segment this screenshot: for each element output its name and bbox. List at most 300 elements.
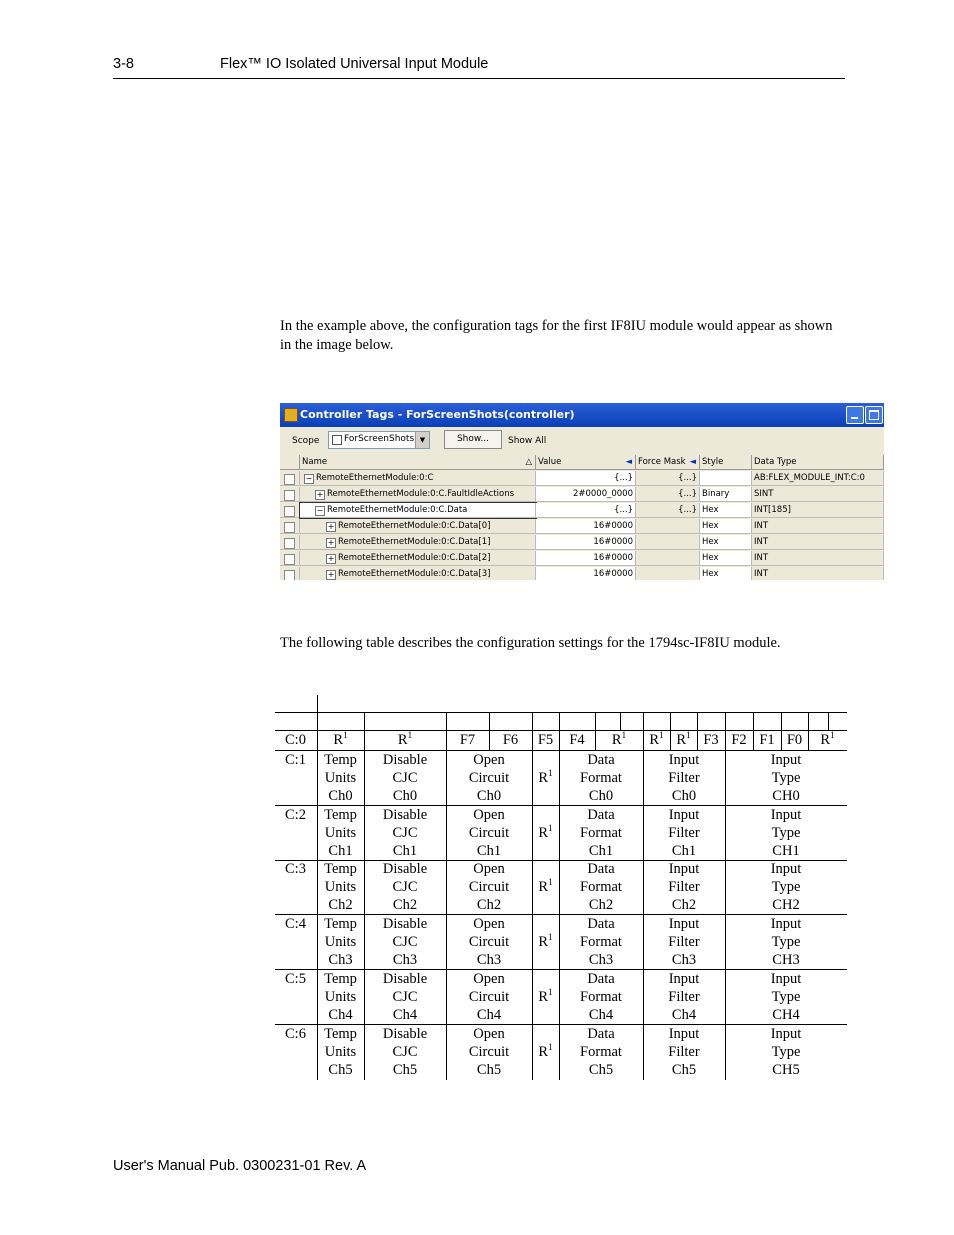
data-format-cell <box>559 915 643 969</box>
table-col-divider <box>364 751 365 806</box>
reserved-cell <box>532 988 559 1006</box>
table-col-divider <box>446 712 447 730</box>
input-type-cell-line: CH0 <box>772 788 800 804</box>
column-header-style[interactable]: Style <box>700 455 752 470</box>
input-filter-cell-line: Filter <box>668 989 700 1005</box>
disable-cjc-cell-line: CJC <box>392 989 418 1005</box>
reserved-cell-text: R <box>538 770 549 786</box>
sort-icon: △ <box>525 457 532 467</box>
reserved-cell <box>532 878 559 896</box>
input-type-cell-line: Input <box>770 1026 802 1042</box>
collapse-icon[interactable]: − <box>316 506 324 515</box>
input-type-cell-line: Type <box>771 1044 801 1060</box>
data-format-cell <box>559 1025 643 1079</box>
input-type-cell <box>725 751 847 805</box>
disable-cjc-cell-line: Disable <box>382 752 428 768</box>
reserved-cell-text: R <box>538 989 549 1005</box>
tag-row[interactable] <box>280 471 884 487</box>
bit-cell-reserved-text: R <box>676 732 687 748</box>
input-filter-cell-line: Ch4 <box>671 1007 697 1023</box>
arrow-left-icon: ◄ <box>689 457 696 467</box>
temp-units-cell-line: Temp <box>324 807 357 823</box>
temp-units-cell-line: Ch3 <box>328 952 353 968</box>
table-col-divider <box>532 731 533 750</box>
minimize-button[interactable] <box>846 406 864 424</box>
input-filter-cell-line: Ch3 <box>671 952 697 968</box>
input-type-cell-line: CH2 <box>772 897 800 913</box>
data-format-cell-line: Ch5 <box>588 1062 614 1078</box>
input-filter-cell <box>643 1025 725 1079</box>
temp-units-cell-line: Temp <box>324 916 357 932</box>
tag-force-mask-cell <box>636 551 700 566</box>
temp-units-cell-line: Units <box>324 934 357 950</box>
open-circuit-cell-line: Open <box>473 861 505 877</box>
reserved-cell-text: R <box>538 879 549 895</box>
maximize-button[interactable] <box>865 406 883 424</box>
table-col-divider <box>532 806 533 861</box>
grid-corner <box>280 455 300 470</box>
window-titlebar[interactable] <box>280 403 884 427</box>
footnote-marker: 1 <box>548 987 553 998</box>
tag-value-cell[interactable]: 16#0000 <box>536 535 636 550</box>
temp-units-cell-line: Ch2 <box>328 897 353 913</box>
tag-name-cell[interactable] <box>300 487 536 502</box>
tag-style-cell[interactable]: Hex <box>700 551 752 566</box>
input-type-cell-line: CH4 <box>772 1007 800 1023</box>
input-filter-cell <box>643 970 725 1024</box>
data-format-cell <box>559 751 643 805</box>
reserved-cell <box>532 824 559 842</box>
row-selector[interactable] <box>280 551 300 566</box>
bit-cell: F5 <box>537 732 554 748</box>
row-label: C:4 <box>285 916 306 932</box>
arrow-left-icon: ◄ <box>625 457 632 467</box>
open-circuit-cell-line: Ch3 <box>476 952 502 968</box>
reserved-cell <box>532 933 559 951</box>
table-col-divider <box>643 751 644 806</box>
table-col-divider <box>446 1025 447 1080</box>
disable-cjc-cell-line: Disable <box>382 971 428 987</box>
input-type-cell-line: Type <box>771 934 801 950</box>
table-col-divider <box>643 731 644 750</box>
tag-row[interactable] <box>280 567 884 580</box>
table-col-divider <box>808 712 809 730</box>
temp-units-cell-line: Temp <box>324 861 357 877</box>
input-filter-cell-line: Filter <box>668 825 700 841</box>
bit-cell-reserved <box>808 731 847 750</box>
temp-units-cell-line: Temp <box>324 971 357 987</box>
disable-cjc-cell-line: Ch5 <box>392 1062 418 1078</box>
input-type-cell <box>725 970 847 1024</box>
temp-units-cell-line: Units <box>324 989 357 1005</box>
table-rule <box>275 712 847 713</box>
open-circuit-cell <box>446 915 532 969</box>
table-col-divider <box>364 915 365 970</box>
scope-value: ForScreenShots <box>344 434 415 444</box>
table-top-divider <box>317 695 318 712</box>
data-format-cell-line: Data <box>587 861 615 877</box>
bit-cell-reserved <box>317 731 364 750</box>
table-col-divider <box>595 731 596 750</box>
footnote-marker: 1 <box>548 932 553 943</box>
input-filter-cell <box>643 806 725 860</box>
input-filter-cell-line: Ch5 <box>671 1062 697 1078</box>
reserved-cell-text: R <box>538 1044 549 1060</box>
table-col-divider <box>753 731 754 750</box>
bit-cell: F3 <box>703 732 719 748</box>
row-label: C:5 <box>285 971 306 987</box>
expand-icon[interactable]: + <box>316 490 324 499</box>
open-circuit-cell-line: Ch5 <box>476 1062 502 1078</box>
table-col-divider <box>317 1025 318 1080</box>
tag-row[interactable] <box>280 551 884 567</box>
table-col-divider <box>559 712 560 730</box>
table-col-divider <box>559 915 560 970</box>
tag-value-cell[interactable]: 16#0000 <box>536 551 636 566</box>
table-col-divider <box>446 915 447 970</box>
table-col-divider <box>317 806 318 861</box>
disable-cjc-cell-line: Ch4 <box>392 1007 418 1023</box>
bit-cell: F1 <box>759 732 775 748</box>
input-type-cell-line: Type <box>771 825 801 841</box>
open-circuit-cell <box>446 970 532 1024</box>
tag-style-cell[interactable]: Hex <box>700 535 752 550</box>
temp-units-cell-line: Ch0 <box>328 788 353 804</box>
data-format-cell-line: Format <box>580 1044 622 1060</box>
data-format-cell-line: Format <box>580 934 622 950</box>
tag-name-cell[interactable] <box>300 567 536 580</box>
data-format-cell-line: Ch0 <box>588 788 614 804</box>
table-col-divider <box>559 970 560 1025</box>
column-header-data-type[interactable]: Data Type <box>752 455 884 470</box>
table-col-divider <box>532 751 533 806</box>
input-filter-cell-line: Filter <box>668 879 700 895</box>
footnote-marker: 1 <box>548 768 553 779</box>
table-col-divider <box>725 731 726 750</box>
tag-style-cell[interactable]: Hex <box>700 567 752 580</box>
tag-name: RemoteEthernetModule:0:C.FaultIdleActions <box>327 489 515 499</box>
data-format-cell-line: Data <box>587 971 615 987</box>
row-label: C:6 <box>285 1026 306 1042</box>
input-filter-cell-line: Ch0 <box>671 788 697 804</box>
tag-data-type-cell: INT <box>752 519 884 534</box>
table-col-divider <box>317 751 318 806</box>
column-header-force-mask[interactable]: Force Mask ◄ <box>636 455 700 470</box>
scope-select[interactable] <box>328 431 430 449</box>
input-filter-cell-line: Ch2 <box>671 897 697 913</box>
table-col-divider <box>781 731 782 750</box>
disable-cjc-cell-line: CJC <box>392 1044 418 1060</box>
collapse-icon[interactable]: − <box>305 474 313 483</box>
input-filter-cell-line: Filter <box>668 770 700 786</box>
tag-name-cell[interactable] <box>300 535 536 550</box>
bit-cell-reserved-text: R <box>649 732 660 748</box>
grid-header <box>280 455 884 471</box>
input-filter-cell-line: Ch1 <box>671 843 697 859</box>
row-selector[interactable] <box>280 503 300 518</box>
disable-cjc-cell-line: Ch0 <box>392 788 418 804</box>
bit-cell-reserved-text: R <box>333 732 344 748</box>
open-circuit-cell-line: Circuit <box>468 879 510 895</box>
table-col-divider <box>446 970 447 1025</box>
input-type-cell-line: Input <box>770 807 802 823</box>
tag-value-cell[interactable]: 16#0000 <box>536 519 636 534</box>
page-number: 3-8 <box>113 56 134 72</box>
table-col-divider <box>559 731 560 750</box>
tags-window-icon <box>284 408 298 422</box>
tag-row[interactable] <box>280 503 884 519</box>
bit-cell: F6 <box>502 732 519 748</box>
input-type-cell-line: Type <box>771 770 801 786</box>
table-col-divider <box>317 970 318 1025</box>
input-type-cell-line: CH1 <box>772 843 800 859</box>
reserved-cell <box>532 769 559 787</box>
expand-icon[interactable]: + <box>327 570 335 579</box>
data-format-cell-line: Data <box>587 916 615 932</box>
tag-value-cell[interactable]: 2#0000_0000 <box>536 487 636 502</box>
tag-name-cell[interactable] <box>300 551 536 566</box>
input-type-cell-line: CH3 <box>772 952 800 968</box>
data-format-cell-line: Ch4 <box>588 1007 614 1023</box>
input-filter-cell <box>643 751 725 805</box>
input-type-cell <box>725 915 847 969</box>
temp-units-cell-line: Ch5 <box>328 1062 353 1078</box>
open-circuit-cell-line: Open <box>473 916 505 932</box>
table-col-divider <box>446 751 447 806</box>
table-col-divider <box>532 970 533 1025</box>
temp-units-cell-line: Units <box>324 1044 357 1060</box>
open-circuit-cell-line: Open <box>473 752 505 768</box>
open-circuit-cell <box>446 1025 532 1079</box>
open-circuit-cell <box>446 751 532 805</box>
tag-style-cell[interactable]: Hex <box>700 503 752 518</box>
tag-name: RemoteEthernetModule:0:C.Data <box>327 505 468 515</box>
table-col-divider <box>489 712 490 730</box>
table-col-divider <box>643 915 644 970</box>
table-intro-paragraph: The following table describes the configuration settings for the 1794sc-IF8IU module. <box>280 635 781 651</box>
table-col-divider <box>559 806 560 861</box>
show-button[interactable]: Show... <box>444 430 502 449</box>
input-filter-cell-line: Filter <box>668 1044 700 1060</box>
row-selector[interactable] <box>280 471 300 486</box>
temp-units-cell-line: Temp <box>324 752 357 768</box>
tag-row[interactable] <box>280 519 884 535</box>
tag-row[interactable] <box>280 535 884 551</box>
open-circuit-cell <box>446 860 532 914</box>
data-format-cell <box>559 970 643 1024</box>
tag-row[interactable] <box>280 487 884 503</box>
disable-cjc-cell-line: CJC <box>392 879 418 895</box>
bit-cell: F2 <box>731 732 747 748</box>
table-col-divider <box>643 712 644 730</box>
reserved-cell <box>532 1043 559 1061</box>
bit-cell-reserved-text: R <box>397 732 408 748</box>
table-col-divider <box>725 806 726 861</box>
open-circuit-cell <box>446 806 532 860</box>
temp-units-cell <box>317 1025 364 1079</box>
table-col-divider <box>643 970 644 1025</box>
table-col-divider <box>317 731 318 750</box>
bit-cell-reserved <box>670 731 697 750</box>
footnote-marker: 1 <box>659 730 664 741</box>
tag-force-mask-cell <box>636 519 700 534</box>
tag-name-cell[interactable] <box>300 471 536 486</box>
row-label: C:3 <box>285 861 306 877</box>
table-col-divider <box>670 731 671 750</box>
data-format-cell-line: Ch3 <box>588 952 614 968</box>
table-col-divider <box>364 731 365 750</box>
disable-cjc-cell-line: Disable <box>382 861 428 877</box>
row-label-c0: C:0 <box>285 732 306 748</box>
data-format-cell-line: Format <box>580 879 622 895</box>
data-format-cell-line: Data <box>587 752 615 768</box>
open-circuit-cell-line: Ch2 <box>476 897 502 913</box>
temp-units-cell <box>317 751 364 805</box>
tag-name: RemoteEthernetModule:0:C.Data[3] <box>338 569 491 579</box>
data-format-cell-line: Format <box>580 770 622 786</box>
table-col-divider <box>364 712 365 730</box>
bit-cell-reserved <box>364 731 446 750</box>
row-selector[interactable] <box>280 487 300 502</box>
bit-cell-reserved-text: R <box>611 732 622 748</box>
input-filter-cell-line: Filter <box>668 934 700 950</box>
disable-cjc-cell <box>364 970 446 1024</box>
disable-cjc-cell-line: Disable <box>382 807 428 823</box>
chevron-down-icon[interactable]: ▼ <box>415 432 429 448</box>
table-col-divider <box>364 970 365 1025</box>
input-type-cell-line: Input <box>770 971 802 987</box>
footnote-marker: 1 <box>830 730 835 741</box>
tag-style-cell[interactable] <box>700 471 752 486</box>
row-selector[interactable] <box>280 567 300 580</box>
table-col-divider <box>781 712 782 730</box>
row-selector[interactable] <box>280 535 300 550</box>
disable-cjc-cell-line: Disable <box>382 1026 428 1042</box>
table-col-divider <box>532 712 533 730</box>
tag-force-mask-cell: {...} <box>636 471 700 486</box>
disable-cjc-cell-line: Ch2 <box>392 897 418 913</box>
table-col-divider <box>620 712 621 730</box>
disable-cjc-cell-line: Ch1 <box>392 843 418 859</box>
tag-name: RemoteEthernetModule:0:C <box>316 473 434 483</box>
table-col-divider <box>670 712 671 730</box>
table-col-divider <box>725 860 726 915</box>
tag-data-type-cell: INT <box>752 535 884 550</box>
open-circuit-cell-line: Ch0 <box>476 788 502 804</box>
tag-data-type-cell: INT[185] <box>752 503 884 518</box>
temp-units-cell-line: Ch1 <box>328 843 353 859</box>
data-format-cell-line: Ch1 <box>588 843 614 859</box>
row-selector[interactable] <box>280 519 300 534</box>
tag-name-cell[interactable] <box>300 503 536 518</box>
table-col-divider <box>753 712 754 730</box>
tag-value-cell[interactable]: {...} <box>536 471 636 486</box>
config-table <box>275 695 847 1080</box>
tag-force-mask-cell <box>636 567 700 580</box>
temp-units-cell-line: Units <box>324 770 357 786</box>
data-format-cell-line: Data <box>587 807 615 823</box>
input-type-cell <box>725 1025 847 1079</box>
expand-icon[interactable]: + <box>327 522 335 531</box>
input-filter-cell <box>643 860 725 914</box>
disable-cjc-cell-line: CJC <box>392 825 418 841</box>
table-col-divider <box>364 806 365 861</box>
footnote-marker: 1 <box>621 730 627 741</box>
disable-cjc-cell <box>364 915 446 969</box>
bit-cell: F0 <box>786 732 803 748</box>
table-col-divider <box>725 751 726 806</box>
input-type-cell <box>725 860 847 914</box>
table-col-divider <box>808 731 809 750</box>
table-col-divider <box>532 860 533 915</box>
bit-cell-reserved <box>595 731 643 750</box>
tag-force-mask-cell: {...} <box>636 503 700 518</box>
tag-name: RemoteEthernetModule:0:C.Data[1] <box>338 537 491 547</box>
tag-data-type-cell: INT <box>752 567 884 580</box>
data-format-cell-line: Format <box>580 825 622 841</box>
temp-units-cell <box>317 860 364 914</box>
data-format-cell-line: Format <box>580 989 622 1005</box>
table-col-divider <box>559 860 560 915</box>
tag-style-cell[interactable]: Binary <box>700 487 752 502</box>
open-circuit-cell-line: Ch4 <box>476 1007 502 1023</box>
table-col-divider <box>643 860 644 915</box>
tag-style-cell[interactable]: Hex <box>700 519 752 534</box>
footnote-marker: 1 <box>548 877 553 888</box>
table-col-divider <box>317 915 318 970</box>
disable-cjc-cell-line: Disable <box>382 916 428 932</box>
table-col-divider <box>446 806 447 861</box>
expand-icon[interactable]: + <box>327 538 335 547</box>
table-col-divider <box>446 860 447 915</box>
tag-value-cell[interactable]: {...} <box>536 503 636 518</box>
bit-cell-reserved-text: R <box>820 732 831 748</box>
table-col-divider <box>317 860 318 915</box>
footnote-marker: 1 <box>407 730 413 741</box>
disable-cjc-cell <box>364 806 446 860</box>
tag-name-cell[interactable] <box>300 519 536 534</box>
expand-icon[interactable]: + <box>327 554 335 563</box>
disable-cjc-cell-line: CJC <box>392 934 418 950</box>
table-col-divider <box>643 806 644 861</box>
input-type-cell-line: CH5 <box>772 1062 800 1078</box>
table-col-divider <box>532 1025 533 1080</box>
tag-data-type-cell: INT <box>752 551 884 566</box>
data-format-cell-line: Ch2 <box>588 897 614 913</box>
temp-units-cell-line: Units <box>324 825 357 841</box>
input-type-cell <box>725 806 847 860</box>
disable-cjc-cell <box>364 1025 446 1079</box>
temp-units-cell <box>317 915 364 969</box>
bit-cell: F7 <box>459 732 476 748</box>
table-col-divider <box>725 712 726 730</box>
table-col-divider <box>697 712 698 730</box>
disable-cjc-cell <box>364 751 446 805</box>
footer-publication: User's Manual Pub. 0300231-01 Rev. A <box>113 1158 367 1174</box>
open-circuit-cell-line: Ch1 <box>476 843 502 859</box>
column-header-name[interactable]: Name △ <box>300 455 536 470</box>
temp-units-cell-line: Units <box>324 879 357 895</box>
window-toolbar <box>280 427 884 455</box>
table-col-divider <box>559 751 560 806</box>
table-col-divider <box>317 712 318 730</box>
column-header-value[interactable]: Value ◄ <box>536 455 636 470</box>
open-circuit-cell-line: Circuit <box>468 770 510 786</box>
reserved-cell-text: R <box>538 934 549 950</box>
table-col-divider <box>532 915 533 970</box>
input-filter-cell-line: Input <box>668 752 700 768</box>
tag-value-cell[interactable]: 16#0000 <box>536 567 636 580</box>
